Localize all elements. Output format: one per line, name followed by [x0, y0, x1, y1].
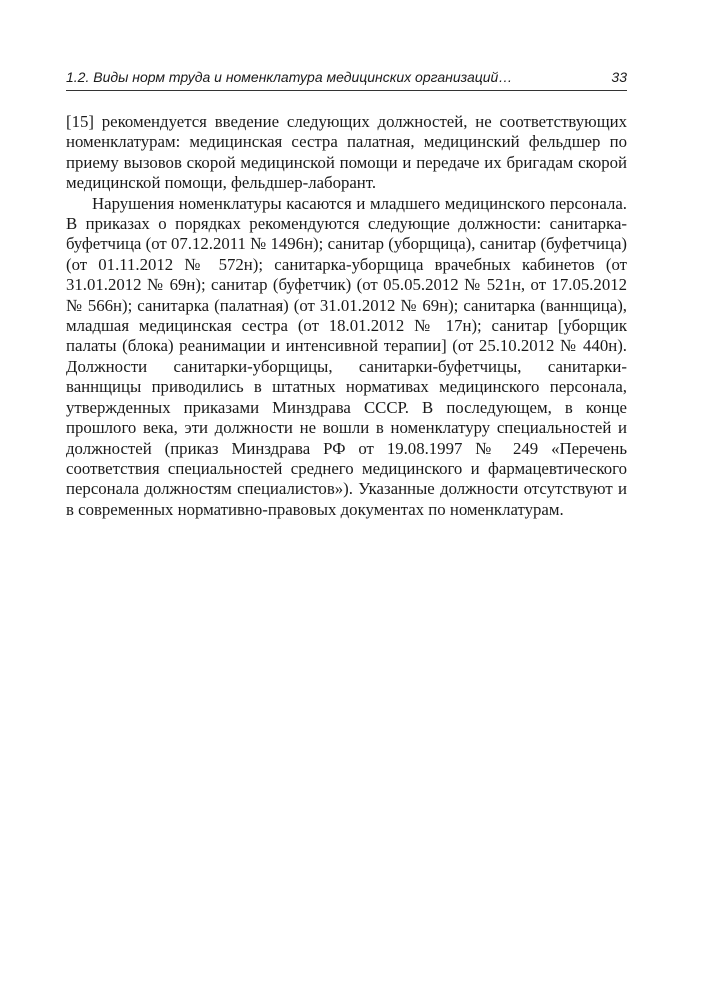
page-number: 33 [611, 69, 627, 85]
paragraph-1: [15] рекомендуется введение следующих должностей, не соответствующих номенклатурам: медицинская сестра палатная, медицинский фельдшер по приему вызовов скорой медицинской помощи и передаче их бригадам скорой медицинской помощи, фельдшер-лаборант. [66, 112, 627, 193]
body-text [66, 112, 627, 520]
chapter-title: 1.2. Виды норм труда и номенклатура медицинских организаций… [66, 69, 513, 85]
running-header [66, 66, 627, 91]
paragraph-2: Нарушения номенклатуры касаются и младшего медицинского персонала. В приказах о порядках рекомендуются следующие должности: санитарка-буфетчица (от 07.12.2011 № 1496н); санитар (уборщица), санитар (буфетчица) (от 01.11.2012 № 572н); санитарка-уборщица врачебных кабинетов (от 31.01.2012 № 69н); санитар (буфетчик) (от 05.05.2012 № 521н, от 17.05.2012 № 566н); санитарка (палатная) (от 31.01.2012 № 69н); санитарка (ваннщица), младшая медицинская сестра (от 18.01.2012 № 17н); санитар [уборщик палаты (блока) реанимации и интенсивной терапии] (от 25.10.2012 № 440н). Должности санитарки-уборщицы, санитарки-буфетчицы, санитарки-ваннщицы приводились в штатных нормативах медицинского персонала, утвержденных приказами Минздрава СССР. В последующем, в конце прошлого века, эти должности не вошли в номенклатуру специальностей и должностей (приказ Минздрава РФ от 19.08.1997 № 249 «Перечень соответствия специальностей среднего медицинского и фармацевтического персонала должностям специалистов»). Указанные должности отсутствуют и в современных нормативно-правовых документах по номенклатурам. [66, 193, 627, 519]
